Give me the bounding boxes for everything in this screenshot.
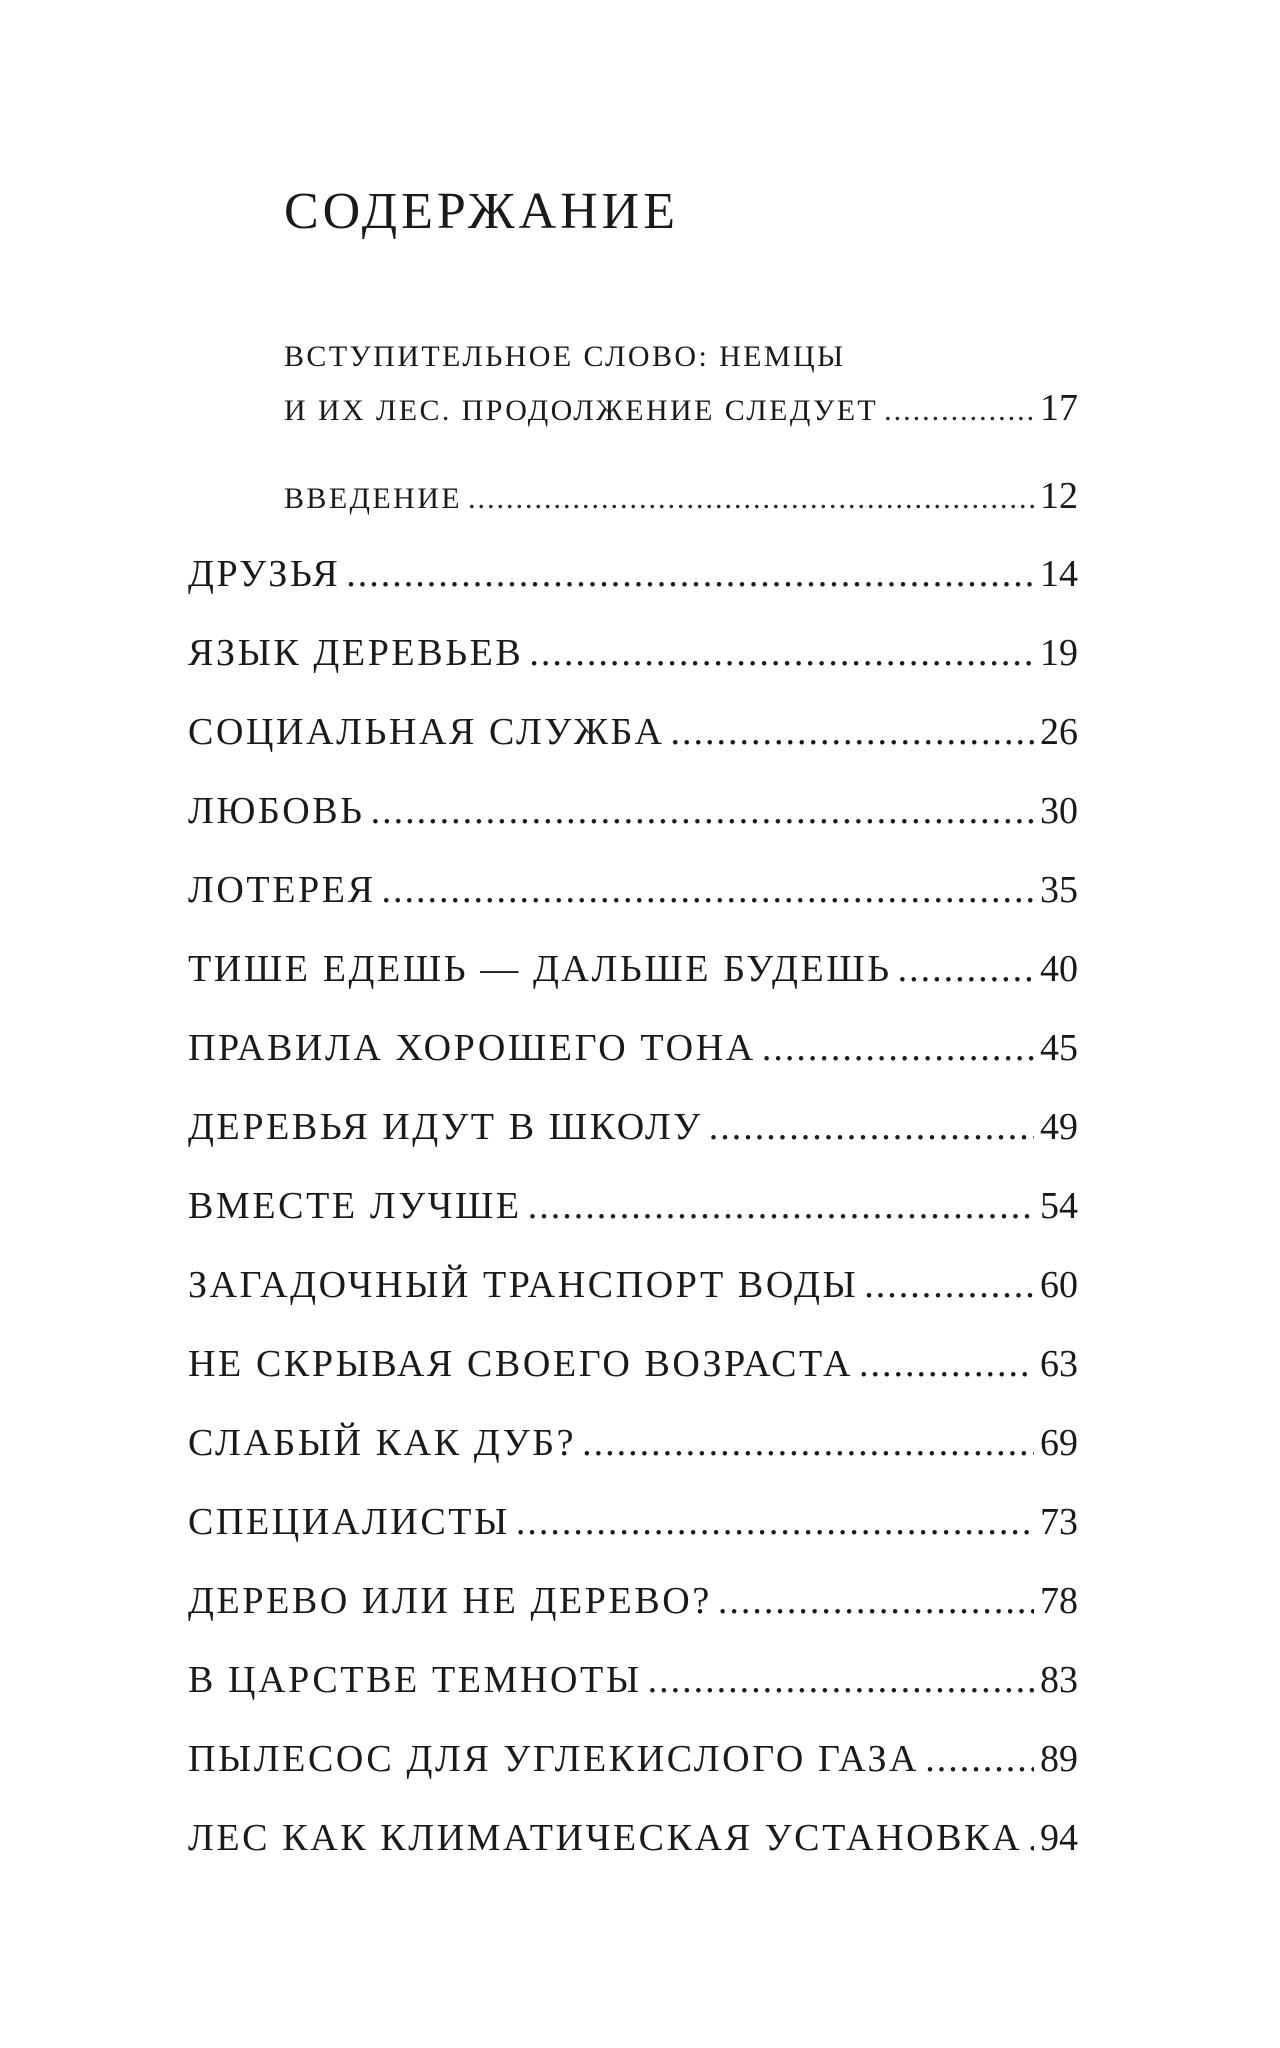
- toc-page-number: 14: [1040, 553, 1078, 595]
- toc-entry-chapter[interactable]: [188, 1105, 1078, 1149]
- toc-entry-chapter[interactable]: [188, 1342, 1078, 1386]
- toc-page-number: 40: [1040, 948, 1078, 990]
- toc-entry-label: В ЦАРСТВЕ ТЕМНОТЫ: [188, 1659, 642, 1701]
- toc-page-number: 63: [1040, 1343, 1078, 1385]
- dot-leader: [529, 631, 1034, 675]
- toc-entry-chapter[interactable]: [188, 710, 1078, 754]
- toc-entry-label: СПЕЦИАЛИСТЫ: [188, 1501, 510, 1543]
- toc-page-number: 49: [1040, 1106, 1078, 1148]
- toc-entry-foreword[interactable]: [284, 386, 1078, 430]
- dot-leader: [382, 868, 1034, 912]
- toc-entry-label: ЗАГАДОЧНЫЙ ТРАНСПОРТ ВОДЫ: [188, 1264, 859, 1306]
- toc-entry-label: НЕ СКРЫВАЯ СВОЕГО ВОЗРАСТА: [188, 1343, 854, 1385]
- toc-entry-label: ПЫЛЕСОС ДЛЯ УГЛЕКИСЛОГО ГАЗА: [188, 1738, 920, 1780]
- toc-entry-chapter[interactable]: [188, 868, 1078, 912]
- toc-entry-label: И ИХ ЛЕС. ПРОДОЛЖЕНИЕ СЛЕДУЕТ: [284, 394, 879, 427]
- toc-entry-label: ЯЗЫК ДЕРЕВЬЕВ: [188, 632, 524, 674]
- dot-leader: [528, 1184, 1034, 1228]
- dot-leader: [516, 1500, 1034, 1544]
- toc-entry-label: ЛЕС КАК КЛИМАТИЧЕСКАЯ УСТАНОВКА: [188, 1817, 1023, 1859]
- toc-entry-chapter[interactable]: [188, 552, 1078, 596]
- toc-entry-chapter[interactable]: [188, 1816, 1078, 1860]
- toc-entry-chapter[interactable]: [188, 1658, 1078, 1702]
- dot-leader: [718, 1579, 1034, 1623]
- toc-page-number: 35: [1040, 869, 1078, 911]
- toc-entry-label: ЛЮБОВЬ: [188, 790, 365, 832]
- toc-page-number: 78: [1040, 1580, 1078, 1622]
- toc-page-number: 73: [1040, 1501, 1078, 1543]
- toc-entry-label: ДЕРЕВЬЯ ИДУТ В ШКОЛУ: [188, 1106, 703, 1148]
- dot-leader: [468, 482, 1034, 516]
- toc-entry-chapter[interactable]: [188, 1579, 1078, 1623]
- toc-entry-label: ЛОТЕРЕЯ: [188, 869, 376, 911]
- page-title: СОДЕРЖАНИЕ: [284, 183, 679, 240]
- toc-entry-label: ДЕРЕВО ИЛИ НЕ ДЕРЕВО?: [188, 1580, 712, 1622]
- toc-page-number: 26: [1040, 711, 1078, 753]
- toc-page-number: 69: [1040, 1422, 1078, 1464]
- toc-entry-chapter[interactable]: [188, 1500, 1078, 1544]
- toc-entry-foreword-line1: ВСТУПИТЕЛЬНОЕ СЛОВО: НЕМЦЫ: [284, 340, 846, 373]
- dot-leader: [859, 1342, 1034, 1386]
- toc-page-number: 54: [1040, 1185, 1078, 1227]
- toc-page-number: 89: [1040, 1738, 1078, 1780]
- toc-page-number: 19: [1040, 632, 1078, 674]
- toc-entry-chapter[interactable]: [188, 1263, 1078, 1307]
- toc-entry-introduction[interactable]: [284, 474, 1078, 518]
- dot-leader: [762, 1026, 1034, 1070]
- dot-leader: [898, 947, 1034, 991]
- toc-page-number: 94: [1040, 1817, 1078, 1859]
- toc-page-number: 83: [1040, 1659, 1078, 1701]
- dot-leader: [346, 552, 1034, 596]
- toc-entry-label: СЛАБЫЙ КАК ДУБ?: [188, 1422, 577, 1464]
- toc-page-number: 12: [1040, 475, 1078, 517]
- dot-leader: [582, 1421, 1034, 1465]
- toc-entry-label: ВВЕДЕНИЕ: [284, 482, 462, 515]
- toc-entry-chapter[interactable]: [188, 1184, 1078, 1228]
- toc-page-number: 17: [1040, 387, 1078, 429]
- toc-entry-chapter[interactable]: [188, 1421, 1078, 1465]
- dot-leader: [864, 1263, 1034, 1307]
- dot-leader: [671, 710, 1034, 754]
- toc-entry-label: ДРУЗЬЯ: [188, 553, 341, 595]
- dot-leader: [371, 789, 1034, 833]
- toc-entry-label: СОЦИАЛЬНАЯ СЛУЖБА: [188, 711, 665, 753]
- toc-page-number: 30: [1040, 790, 1078, 832]
- toc-entry-chapter[interactable]: [188, 789, 1078, 833]
- dot-leader: [925, 1737, 1034, 1781]
- toc-entry-label: ТИШЕ ЕДЕШЬ — ДАЛЬШЕ БУДЕШЬ: [188, 948, 892, 990]
- dot-leader: [884, 394, 1034, 428]
- toc-entry-label: ВМЕСТЕ ЛУЧШЕ: [188, 1185, 522, 1227]
- toc-entry-chapter[interactable]: [188, 947, 1078, 991]
- dot-leader: [648, 1658, 1034, 1702]
- toc-entry-chapter[interactable]: [188, 1026, 1078, 1070]
- dot-leader: [1028, 1816, 1034, 1860]
- toc-page-number: 45: [1040, 1027, 1078, 1069]
- toc-entry-label: ПРАВИЛА ХОРОШЕГО ТОНА: [188, 1027, 756, 1069]
- toc-entry-chapter[interactable]: [188, 1737, 1078, 1781]
- dot-leader: [709, 1105, 1034, 1149]
- toc-page-number: 60: [1040, 1264, 1078, 1306]
- toc-entry-chapter[interactable]: [188, 631, 1078, 675]
